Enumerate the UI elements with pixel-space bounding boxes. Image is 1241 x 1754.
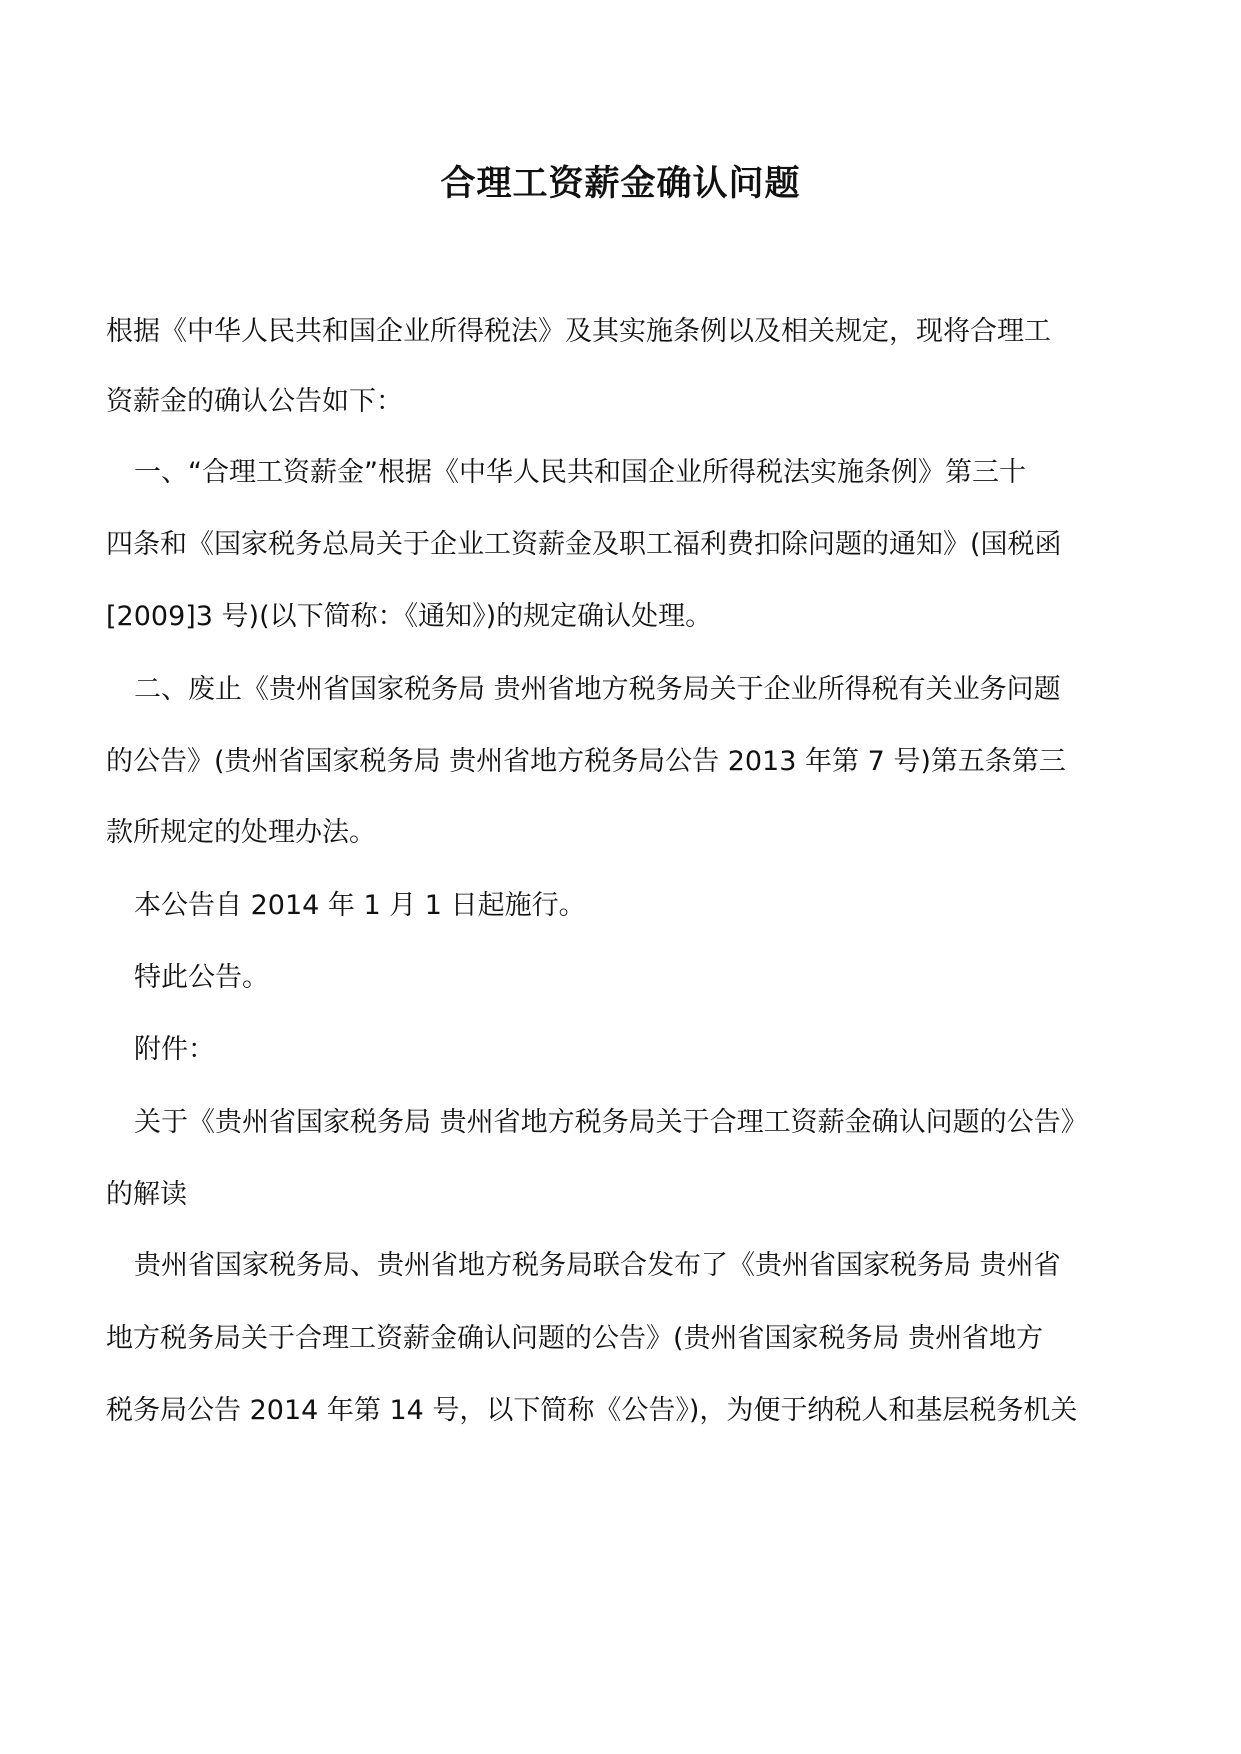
paragraph-line: 的公告》(贵州省国家税务局 贵州省地方税务局公告 2013 年第 7 号)第五条第三: [106, 746, 1066, 777]
paragraph-line: 根据《中华人民共和国企业所得税法》及其实施条例以及相关规定，现将合理工: [106, 316, 1051, 347]
paragraph-line: 二、废止《贵州省国家税务局 贵州省地方税务局关于企业所得税有关业务问题: [134, 674, 1061, 705]
paragraph-line: 一、“合理工资薪金”根据《中华人民共和国企业所得税法实施条例》第三十: [134, 457, 1026, 488]
paragraph-line: 关于《贵州省国家税务局 贵州省地方税务局关于合理工资薪金确认问题的公告》: [134, 1107, 1088, 1138]
paragraph-line: 四条和《国家税务总局关于企业工资薪金及职工福利费扣除问题的通知》(国税函: [106, 529, 1062, 560]
paragraph-line: 贵州省国家税务局、贵州省地方税务局联合发布了《贵州省国家税务局 贵州省: [134, 1250, 1061, 1281]
paragraph-line: [2009]3 号)(以下简称：《通知》)的规定确认处理。: [106, 601, 713, 632]
paragraph-line: 地方税务局关于合理工资薪金确认问题的公告》(贵州省国家税务局 贵州省地方: [106, 1323, 1044, 1354]
paragraph-line: 税务局公告 2014 年第 14 号，以下简称《公告》)，为便于纳税人和基层税务机关: [106, 1395, 1078, 1426]
paragraph-line: 本公告自 2014 年 1 月 1 日起施行。: [134, 890, 586, 921]
paragraph-line: 特此公告。: [134, 962, 269, 993]
paragraph-line: 资薪金的确认公告如下：: [106, 386, 403, 417]
paragraph-line: 附件：: [134, 1034, 215, 1065]
paragraph-line: 的解读: [106, 1179, 187, 1210]
document-title: 合理工资薪金确认问题: [440, 163, 801, 204]
paragraph-line: 款所规定的处理办法。: [106, 817, 376, 848]
